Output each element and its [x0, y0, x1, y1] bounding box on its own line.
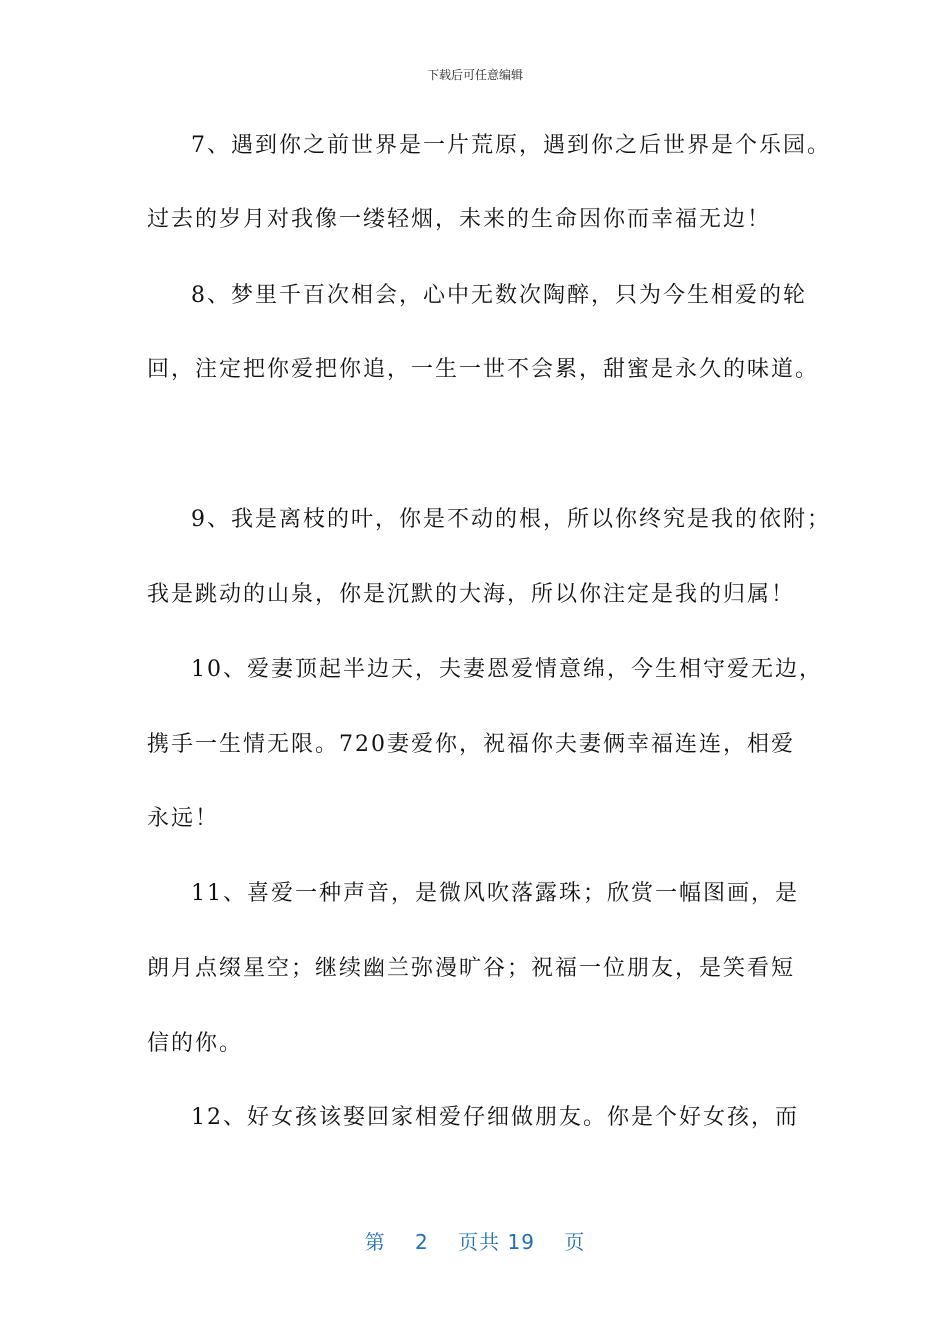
text-line: 朗月点缀星空；继续幽兰弥漫旷谷；祝福一位朋友，是笑看短 [147, 956, 796, 981]
footer-page-number: 2 [415, 1230, 429, 1254]
footer-suffix: 页 [564, 1230, 586, 1254]
text-line: 10、爱妻顶起半边天，夫妻恩爱情意绵，今生相守爱无边， [191, 657, 823, 682]
text-line: 9、我是离枝的叶，你是不动的根，所以你终究是我的依附； [191, 507, 831, 532]
text-line: 过去的岁月对我像一缕轻烟，未来的生命因你而幸福无边！ [147, 207, 772, 232]
page-footer [0, 1226, 950, 1255]
text-line: 携手一生情无限。720妻爱你，祝福你夫妻俩幸福连连，相爱 [147, 732, 795, 757]
footer-total-pages: 19 [507, 1230, 535, 1254]
text-line: 7、遇到你之前世界是一片荒原，遇到你之后世界是个乐园。 [191, 133, 831, 158]
footer-middle: 页共 [458, 1230, 501, 1254]
text-line: 我是跳动的山泉，你是沉默的大海，所以你注定是我的归属！ [147, 582, 796, 607]
text-line: 回，注定把你爱把你追，一生一世不会累，甜蜜是永久的味道。 [147, 357, 820, 382]
text-line: 8、梦里千百次相会，心中无数次陶醉，只为今生相爱的轮 [191, 283, 807, 308]
text-line: 12、好女孩该娶回家相爱仔细做朋友。你是个好女孩，而 [191, 1105, 799, 1130]
text-line: 永远！ [147, 806, 220, 831]
page-header: 下载后可任意编辑 [426, 68, 523, 82]
text-line: 信的你。 [147, 1031, 244, 1056]
footer-prefix: 第 [364, 1230, 386, 1254]
text-line: 11、喜爱一种声音，是微风吹落露珠；欣赏一幅图画，是 [191, 881, 799, 906]
